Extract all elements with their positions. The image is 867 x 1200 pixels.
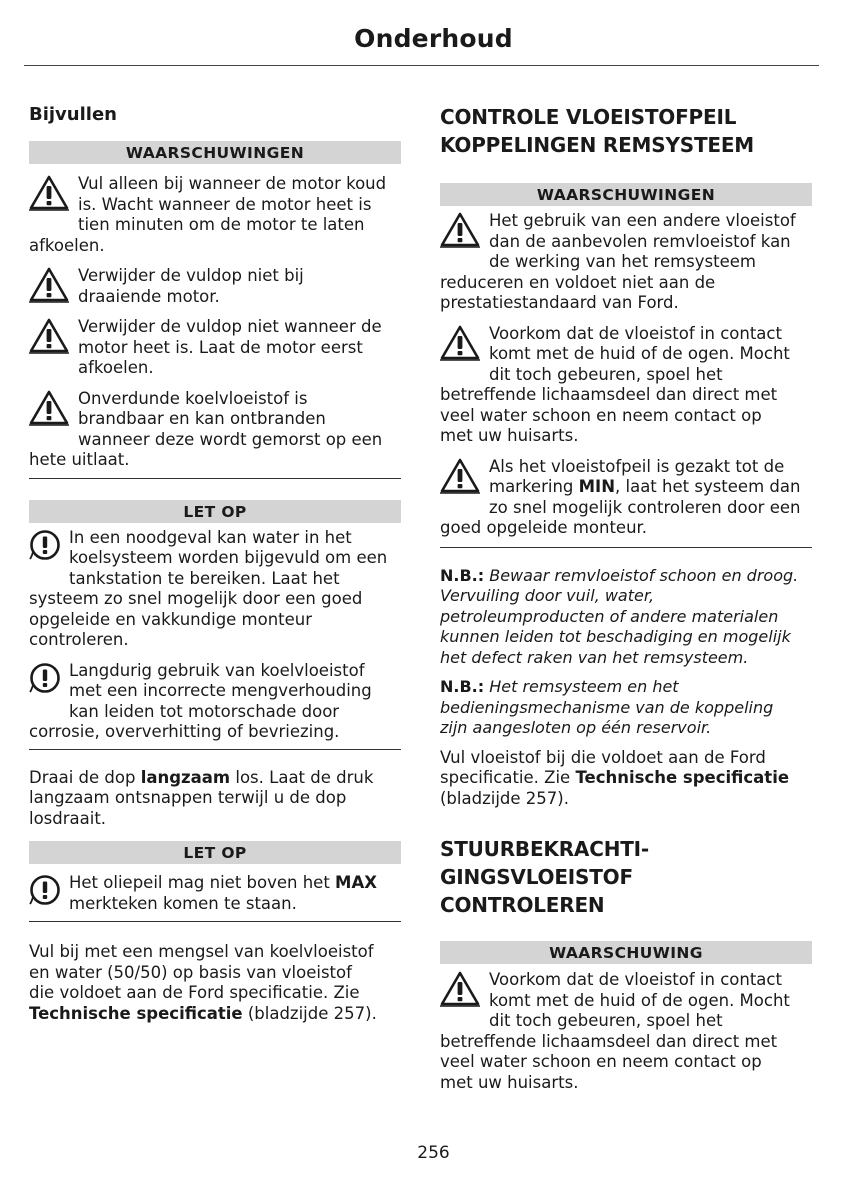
notice-line: wanneer deze wordt gemorst op een [78, 429, 383, 449]
notice-line: draaiende motor. [78, 286, 220, 306]
notice-line: Onverdunde koelvloeistof is [78, 388, 308, 408]
note-label: N.B.: [440, 565, 485, 585]
notice-line: motor heet is. Laat de motor eerst [78, 337, 363, 357]
notice-line: Het gebruik van een andere vloeistof [489, 211, 796, 230]
title-divider [24, 65, 819, 66]
notice-line: de werking van het remsysteem [489, 252, 756, 271]
warning-triangle-icon [440, 971, 480, 1007]
warning-triangle-icon [440, 212, 480, 248]
notice-line: dan de aanbevolen remvloeistof kan [489, 231, 791, 251]
cap-instructions: Draai de dop langzaam los. Laat de druk langzaam ontsnappen terwijl u de dop losdraait. [29, 767, 374, 828]
notice-line: hete uitlaat. [29, 450, 130, 469]
section-heading-brake-fluid: CONTROLE VLOEISTOFPEIL KOPPELINGEN REMSYSTEEM [440, 105, 755, 157]
warning-note [29, 174, 401, 256]
notice-line: afkoelen. [78, 358, 154, 377]
notice-line: controleren. [29, 630, 129, 649]
notice-line: corrosie, oververhitting of bevriezing. [29, 722, 340, 741]
notice-line: met uw huisarts. [440, 426, 579, 445]
emphasis: MIN [578, 477, 616, 496]
notice-line: veel water schoon en neem contact op [440, 405, 762, 425]
note-storage: N.B.: Bewaar remvloeistof schoon en droog. Vervuiling door vuil, water, petroleumproducten of andere materialen kunnen leiden tot beschadiging en mogelijk het defect raken van het remsysteem. [440, 565, 799, 667]
warning-triangle-icon [440, 325, 480, 361]
emphasis: MAX [335, 873, 377, 892]
warning-note [440, 211, 812, 314]
caution-icon [29, 529, 61, 561]
notice-line: Verwijder de vuldop niet wanneer de [78, 317, 382, 336]
page-number: 256 [417, 1143, 450, 1163]
notice-line: Voorkom dat de vloeistof in contact [489, 970, 782, 989]
caution-note [29, 528, 401, 651]
warning-note [440, 324, 812, 447]
notice-line: prestatiestandaard van Ford. [440, 293, 679, 312]
notice-line: tien minuten om de motor te laten [78, 215, 365, 234]
notice-line: betreffende lichaamsdeel dan direct met [440, 385, 778, 404]
warning-note [29, 389, 401, 471]
notice-line: tankstation te bereiken. Laat het [69, 568, 340, 588]
notice-line: opgeleide en vakkundige monteur [29, 609, 313, 629]
warnings-bar: WAARSCHUWINGEN [440, 183, 812, 206]
notice-line: systeem zo snel mogelijk door een goed [29, 589, 363, 608]
notice-line: dit toch gebeuren, spoel het [489, 1011, 723, 1030]
notice-line: afkoelen. [29, 235, 105, 255]
notice-line: komt met de huid of de ogen. Mocht [489, 990, 790, 1010]
caution-note [29, 661, 401, 743]
warning-note: Als het vloeistofpeil is gezakt tot de markering MIN, laat het systeem dan zo snel mogelijk controleren door een goed opgeleide monteur. [440, 456, 801, 537]
notice-line: met uw huisarts. [440, 1072, 579, 1092]
warning-triangle-icon [440, 458, 480, 494]
note-reservoir: N.B.: Het remsysteem en het bedieningsmechanisme van de koppeling zijn aangesloten op één reservoir. [440, 677, 774, 737]
notice-line: Vul alleen bij wanneer de motor koud [78, 174, 387, 193]
notice-line: Voorkom dat de vloeistof in contact [489, 323, 782, 343]
notice-line: reduceren en voldoet niet aan de [440, 272, 716, 292]
notice-line: dit toch gebeuren, spoel het [489, 364, 723, 384]
refill-subheading: Bijvullen [29, 104, 117, 125]
warning-triangle-icon [29, 390, 69, 426]
left-column [29, 100, 401, 1024]
caution-icon [29, 874, 61, 906]
warning-note [440, 970, 812, 1093]
note-label: N.B.: [440, 677, 485, 696]
caution-bar: LET OP [29, 841, 401, 864]
warning-note [29, 317, 401, 379]
notice-line: Verwijder de vuldop niet bij [78, 266, 304, 285]
mix-instructions: Vul bij met een mengsel van koelvloeistof en water (50/50) op basis van vloeistof die voldoet aan de Ford specificatie. Zie Technische specificatie (bladzijde 257). [29, 942, 377, 1023]
section-heading-power-steering: STUURBEKRACHTI- GINGSVLOEISTOF CONTROLEREN [440, 837, 650, 917]
notice-line: brandbaar en kan ontbranden [78, 409, 326, 428]
caution-icon [29, 662, 61, 694]
refill-instructions: Vul vloeistof bij die voldoet aan de Ford specificatie. Zie Technische specificatie (bladzijde 257). [440, 747, 790, 808]
notice-line: In een noodgeval kan water in het [69, 527, 352, 547]
notice-line: betreffende lichaamsdeel dan direct met [440, 1031, 778, 1051]
warning-triangle-icon [29, 318, 69, 354]
page-title: Onderhoud [354, 24, 513, 53]
cross-reference-link[interactable]: Technische specificatie [29, 1003, 243, 1023]
emphasis: langzaam [140, 767, 231, 787]
notice-line: komt met de huid of de ogen. Mocht [489, 344, 790, 363]
notice-line: met een incorrecte mengverhouding [69, 681, 372, 700]
warning-bar: WAARSCHUWING [440, 941, 812, 964]
caution-note: Het oliepeil mag niet boven het MAX merkteken komen te staan. [29, 873, 401, 914]
notice-line: koelsysteem worden bijgevuld om een [69, 548, 388, 567]
warning-triangle-icon [29, 175, 69, 211]
notice-line: kan leiden tot motorschade door [69, 701, 340, 721]
notice-line: Langdurig gebruik van koelvloeistof [69, 660, 365, 680]
warnings-bar: WAARSCHUWINGEN [29, 141, 401, 164]
caution-bar: LET OP [29, 500, 401, 523]
warning-triangle-icon [29, 267, 69, 303]
notice-line: veel water schoon en neem contact op [440, 1052, 762, 1071]
cross-reference-link[interactable]: Technische specificatie [575, 768, 790, 787]
notice-line: is. Wacht wanneer de motor heet is [78, 194, 372, 214]
warning-note [29, 266, 401, 307]
right-column [440, 100, 812, 1093]
